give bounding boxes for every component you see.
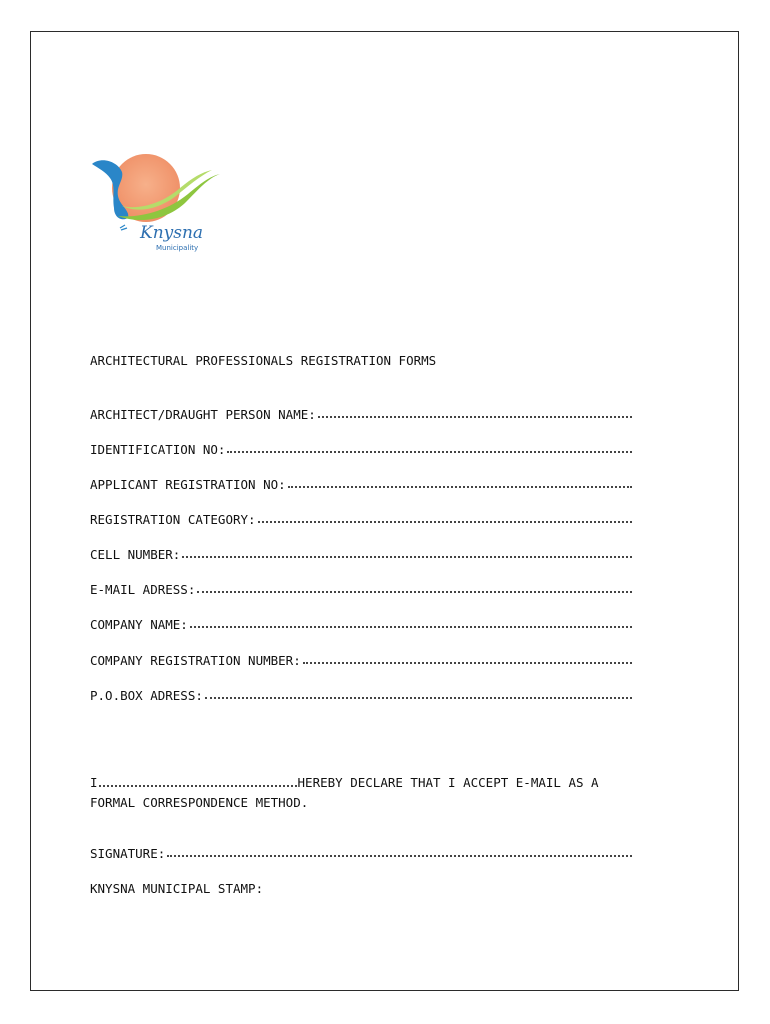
- fill-line[interactable]: [303, 662, 632, 664]
- declaration-line-1: [90, 775, 599, 790]
- fill-line[interactable]: [197, 591, 632, 593]
- logo-flourish: [120, 225, 127, 230]
- field-label: IDENTIFICATION NO:: [90, 442, 226, 457]
- logo-graphic: [88, 146, 224, 258]
- field-identification-no[interactable]: [90, 442, 632, 457]
- field-applicant-registration-no[interactable]: [90, 477, 632, 492]
- field-label: CELL NUMBER:: [90, 547, 181, 562]
- declaration-line-2: FORMAL CORRESPONDENCE METHOD.: [90, 795, 309, 810]
- fill-line[interactable]: [227, 451, 632, 453]
- field-company-name[interactable]: [90, 617, 632, 632]
- fill-line[interactable]: [288, 486, 632, 488]
- declarant-name-fill-line[interactable]: [99, 785, 297, 787]
- fill-line[interactable]: [182, 556, 632, 558]
- logo-sub-text: Municipality: [156, 244, 199, 252]
- field-cell-number[interactable]: [90, 547, 632, 562]
- field-label: P.O.BOX ADRESS:: [90, 688, 203, 703]
- field-label: SIGNATURE:: [90, 846, 166, 861]
- declaration-suffix: HEREBY DECLARE THAT I ACCEPT E-MAIL AS A: [297, 775, 599, 790]
- field-label: E-MAIL ADRESS:: [90, 582, 196, 597]
- field-architect-name[interactable]: [90, 407, 632, 422]
- field-label: ARCHITECT/DRAUGHT PERSON NAME:: [90, 407, 316, 422]
- field-label: REGISTRATION CATEGORY:: [90, 512, 256, 527]
- field-label: COMPANY NAME:: [90, 617, 188, 632]
- fill-line[interactable]: [318, 416, 632, 418]
- form-title: ARCHITECTURAL PROFESSIONALS REGISTRATION FORMS: [90, 353, 437, 368]
- stamp-label: KNYSNA MUNICIPAL STAMP:: [90, 881, 264, 896]
- knysna-municipality-logo: [88, 146, 224, 258]
- fill-line[interactable]: [167, 855, 632, 857]
- fill-line[interactable]: [258, 521, 632, 523]
- fill-line[interactable]: [205, 697, 632, 699]
- field-signature[interactable]: [90, 846, 632, 861]
- declaration-prefix: I: [90, 775, 98, 790]
- field-label: COMPANY REGISTRATION NUMBER:: [90, 653, 301, 668]
- field-registration-category[interactable]: [90, 512, 632, 527]
- fill-line[interactable]: [190, 626, 632, 628]
- field-company-registration-number[interactable]: [90, 653, 632, 668]
- field-email-address[interactable]: [90, 582, 632, 597]
- field-label: APPLICANT REGISTRATION NO:: [90, 477, 286, 492]
- logo-brand-text: Knysna: [140, 223, 204, 243]
- field-po-box-address[interactable]: [90, 688, 632, 703]
